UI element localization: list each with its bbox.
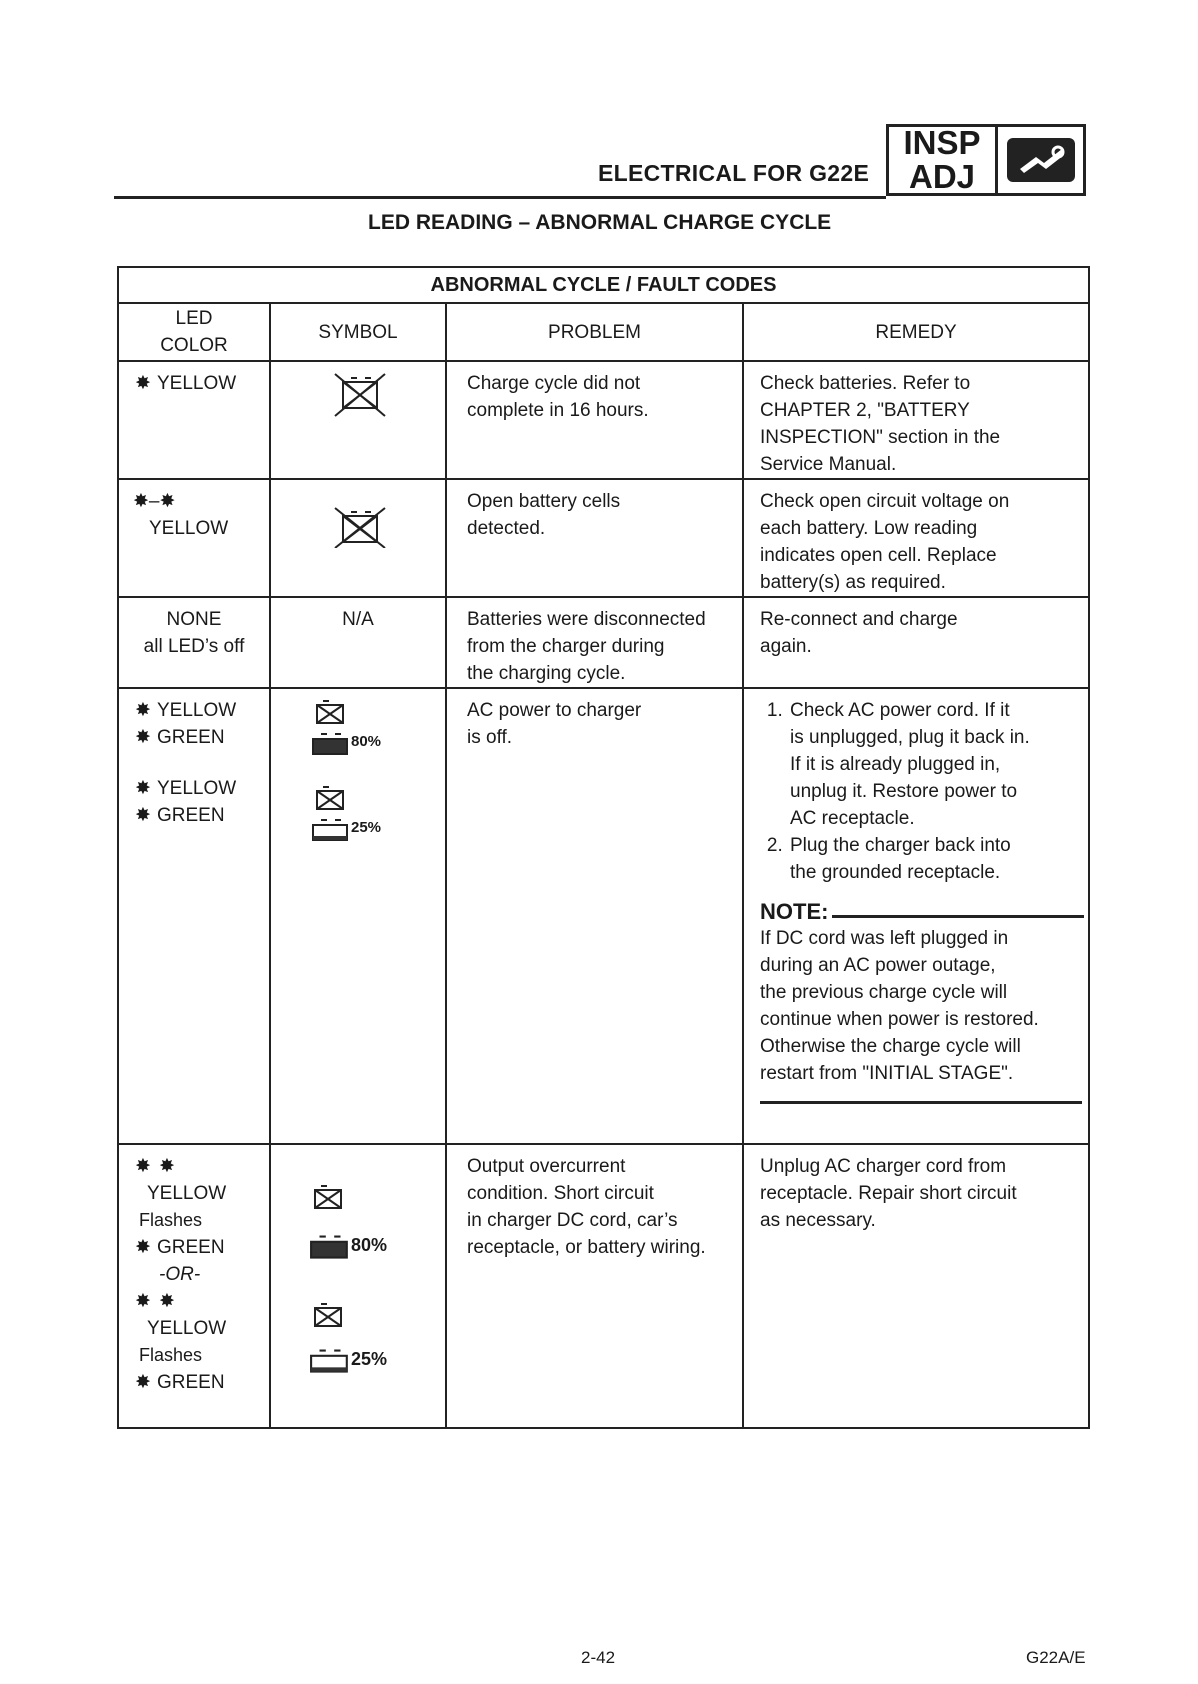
problem-line: AC power to charger [467,700,642,721]
led-state: Flashes [139,1210,203,1230]
battery-charge-icon [309,1347,351,1373]
header-remedy: REMEDY [743,303,1089,361]
badge-top-label: INSP [903,124,981,161]
led-light-icon: ✸ [135,1291,151,1312]
problem-line: condition. Short circuit [467,1183,654,1204]
header-problem: PROBLEM [446,303,743,361]
led-light-icon: ✸ [159,1291,175,1312]
table-row [118,688,1089,1144]
remedy-step [788,832,1084,886]
note-line: restart from "INITIAL STAGE". [760,1063,1014,1084]
or-separator: -OR- [159,1264,201,1285]
led-color: YELLOW [157,778,237,799]
led-color: GREEN [157,1372,225,1393]
remedy-line: 2. Plug the charger back into [790,835,1011,856]
led-color: YELLOW [147,1183,227,1204]
remedy-line: INSPECTION" section in the [760,427,1001,448]
remedy-line: unplug it. Restore power to [790,781,1018,802]
remedy-line: is unplugged, plug it back in. [790,727,1030,748]
remedy-line: 1. Check AC power cord. If it [790,700,1010,721]
led-light-icon: ✸ [159,1156,175,1177]
led-light-icon: ✸ [135,805,151,826]
problem-line: Open battery cells [467,491,621,512]
table-row [118,1144,1089,1428]
remedy-line: AC receptacle. [790,808,915,829]
led-color: YELLOW [157,373,237,394]
led-color: YELLOW [147,1318,227,1339]
header-led-line1: LED [175,308,213,329]
problem-line: in charger DC cord, car’s [467,1210,678,1231]
note-rule [832,915,1084,918]
table-row [118,361,1089,479]
problem-line: is off. [467,727,513,748]
charge-percent: 80% [351,1235,388,1255]
fault-codes-table [117,266,1090,1429]
battery-fault-icon [271,488,447,548]
led-color: all LED’s off [143,636,245,657]
led-light-icon: ✸ [135,373,151,394]
remedy-line: Re-connect and charge [760,609,958,630]
remedy-line: indicates open cell. Replace [760,545,997,566]
wrench-hand-icon [998,127,1083,193]
led-light-icon: ✸ [135,1372,151,1393]
led-color: NONE [166,609,222,630]
led-light-icon: ✸ [135,778,151,799]
battery-charge-icon [311,817,351,841]
header-symbol: SYMBOL [270,303,446,361]
problem-line: receptacle, or battery wiring. [467,1237,706,1258]
page-header-title: ELECTRICAL FOR G22E [598,160,870,186]
page-number: 2-42 [581,1648,616,1667]
problem-line: Charge cycle did not [467,373,641,394]
led-color: YELLOW [157,700,237,721]
battery-charge-icon [311,731,351,755]
section-title: LED READING – ABNORMAL CHARGE CYCLE [368,211,832,234]
remedy-line: the grounded receptacle. [790,862,1001,883]
remedy-line: battery(s) as required. [760,572,946,593]
note-line: the previous charge cycle will [760,982,1008,1003]
led-color: GREEN [157,727,225,748]
table-row [118,597,1089,688]
header-led-color [118,303,270,361]
remedy-line: again. [760,636,812,657]
symbol-text: N/A [342,609,374,630]
note-line: during an AC power outage, [760,955,996,976]
problem-line: complete in 16 hours. [467,400,649,421]
charge-percent: 80% [351,733,382,750]
led-color: GREEN [157,1237,225,1258]
problem-line: Output overcurrent [467,1156,626,1177]
note-line: Otherwise the charge cycle will [760,1036,1021,1057]
remedy-line: as necessary. [760,1210,876,1231]
led-color: YELLOW [149,518,229,539]
table-caption: ABNORMAL CYCLE / FAULT CODES [118,267,1089,303]
remedy-line: Check batteries. Refer to [760,373,971,394]
charge-percent: 25% [351,819,382,836]
note-line: continue when power is restored. [760,1009,1039,1030]
led-light-icon: ✸ [135,1156,151,1177]
remedy-line: receptacle. Repair short circuit [760,1183,1017,1204]
battery-fault-icon [271,370,447,420]
led-blink-icon: ✸–✸ [133,491,176,512]
remedy-line: If it is already plugged in, [790,754,1001,775]
remedy-line: Unplug AC charger cord from [760,1156,1007,1177]
remedy-step [788,697,1084,832]
badge-bottom-label: ADJ [908,158,976,195]
remedy-line: CHAPTER 2, "BATTERY [760,400,970,421]
table-row [118,479,1089,597]
header-rule [114,196,886,199]
led-color: GREEN [157,805,225,826]
remedy-line: Check open circuit voltage on [760,491,1010,512]
model-code: G22A/E [1026,1648,1086,1667]
battery-fault-icon [309,1181,349,1211]
led-light-icon: ✸ [135,1237,151,1258]
remedy-line: each battery. Low reading [760,518,978,539]
led-light-icon: ✸ [135,700,151,721]
led-light-icon: ✸ [135,727,151,748]
section-badge [886,124,1086,196]
problem-line: the charging cycle. [467,663,626,684]
badge-text [889,124,998,195]
note-line: If DC cord was left plugged in [760,928,1009,949]
problem-line: detected. [467,518,546,539]
note-heading [760,898,1084,925]
battery-fault-icon [309,1299,349,1329]
remedy-steps [760,697,1084,886]
battery-fault-icon [311,697,351,725]
remedy-line: Service Manual. [760,454,897,475]
problem-line: from the charger during [467,636,665,657]
led-state: Flashes [139,1345,203,1365]
note-end-rule [760,1101,1082,1104]
note-label: NOTE: [760,899,829,924]
header-led-line2: COLOR [160,335,228,356]
battery-charge-icon [309,1233,351,1259]
battery-fault-icon [311,783,351,811]
problem-line: Batteries were disconnected [467,609,706,630]
charge-percent: 25% [351,1349,388,1369]
